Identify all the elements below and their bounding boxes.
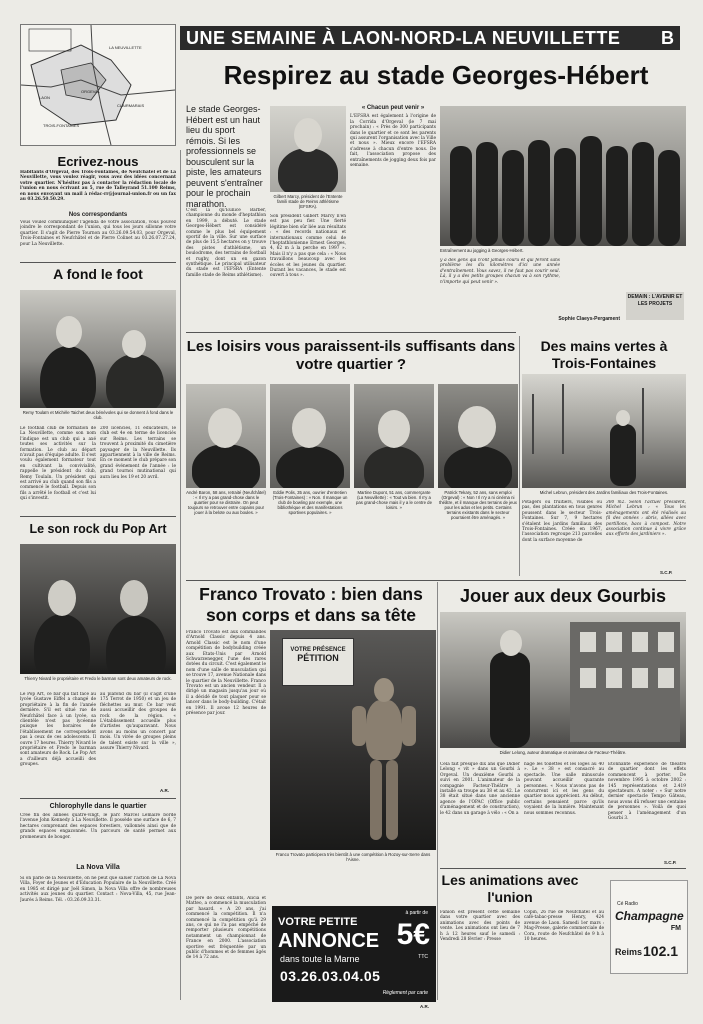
person-photo-4 [438, 384, 518, 488]
map-label: TROIS-FONTAINES [43, 123, 80, 128]
radio-frequency: 102.1 [643, 943, 679, 959]
main-text-4b [562, 258, 622, 298]
main-text-4: y a des gens qui n'ont jamais couru et qui feront sans problème les dix kilomètres d'ici une année d'entraînement. Vous savez, il ne faut pas courir seul. Là, il y a des petits groupes chacun va à son rythme, n'importe qui peut venir ». [440, 258, 560, 285]
ad-line-3: dans toute la Marne [280, 954, 360, 964]
person-photo-3 [354, 384, 434, 488]
gourbis-title: Jouer aux deux Gourbis [459, 586, 667, 606]
rock-caption: Thierry Nivard le propriétaire et Fredo le barman sont deux amateurs de rock. [24, 676, 172, 681]
trovato-signature: A.R. [420, 1004, 429, 1009]
map-label: ORGEVAL [81, 89, 101, 94]
main-signature: Sophie Claeys-Pergament [558, 316, 620, 322]
marcy-caption: Gilbert Marcy, président de l'Entente famili stade de Reims athlétisme (EFSRA). [273, 194, 343, 209]
person-caption-1: André Baron, 58 ans, retraité (Neufchâtel) : « Il n'y a pas grand-chose dans le quartier pour se distraire. On peut toujours se retrouver entre copains pour jouer à la belote ou aux boules. » [186, 490, 266, 515]
radio-fm: FM [670, 925, 681, 932]
mains-title: Des mains vertes à Trois-Fontaines [540, 338, 668, 371]
jardin-photo [522, 374, 686, 488]
ad-line-2: ANNONCE [278, 930, 380, 952]
trovato-text-1: Franco Trovato est aux commandes d'Arnold Classic depuis 4 ans. Arnold Classic est le nom d'une compétition de bodybuilding créée aux Etats-Unis par Arnold Schwarzenegger, l'une des rares dotées du circuit. C'est également le nom d'une salle de musculation qui se trouve 17, avenue Nationale dans le quartier de la Neuvillette. Franco Trovato est un ancien vendeur. Il a dirigé un magasin jusqu'au jour où il a décidé de tout plaquer pour se lancer dans le body-building. C'était en 1991. Il avoue 12 heures de présence par jour. [186, 630, 266, 717]
animations-text-1: Fanion est présent cette semaine dans votre quartier avec des animations avec des points de vente. Les animations ont lieu de 7 h à 12 heures sauf le samedi : Vendredi 28 février : Presse [440, 910, 520, 943]
rock-signature: A.R. [160, 788, 169, 793]
villa-title: La Nova Villa [76, 864, 120, 871]
classified-ad[interactable] [272, 906, 436, 1002]
marcy-photo [270, 106, 346, 192]
trovato-photo [270, 630, 436, 850]
person-photo-1 [186, 384, 266, 488]
radio-city: Reims [615, 947, 643, 957]
rock-text-1: Le Pop Art, ce bar qui fait face au lycée Gustave Eiffel a changé de propriétaire à la fin de l'année dernière. S'il est situé rue de Neufchâtel face à un lycée, sa clientèle n'est pas lycéenne puisque les horaires de l'établissement ne correspondent pas à ceux de ces adolescents. Il ouvre 17 heures. Thierry Nivard le propriétaire et Fredo le barman sont amateurs de Rock. Le Pop Art a d'ailleurs déjà accueilli des groupes. [20, 692, 96, 768]
ecrivez-text: Habitants d'Orgeval, des Trois-Fontaines, de Neufchâtel et de La Neuvillette, vous voulez réagir, vous avez des idées concernant votre quartier. N'hésitez pas à contacter la rédaction locale de l'union en nous écrivant au 5, rue de Talleyrand 51.100 Reims, en nous envoyant un mail à rédac-rr@journal-union.fr ou un fax au 03.26.50.50.29. [20, 170, 176, 203]
ecrivez-title: Ecrivez-nous [57, 154, 139, 169]
main-text-3-top [350, 104, 436, 328]
animations-title: Les animations avec l'union [441, 872, 579, 905]
trovato-caption: Franco Trovato participera très bientôt à une compétition à Rozoy-sur-Serre dans l'Aisne. [275, 852, 431, 862]
rock-photo [20, 544, 176, 674]
chlorophylle-title: Chlorophylle dans le quartier [49, 803, 147, 810]
jardin-caption: Michel Lebrun, président des Jardins familiaux des Trois-Fontaines. [539, 490, 669, 495]
main-subhead: « Chacun peut venir » [361, 105, 425, 111]
radio-tagline: Cé Radio [617, 901, 638, 907]
person-caption-2: Eddie Polis, 35 ans, ouvrier d'entretien (Trois-Fontaines) : « Non. Il manque un club de bowling par exemple, une bibliothèque et des manifestations sportives populaires. » [272, 490, 348, 515]
animations-text-2: Copin, 26 rue de Neufchâtel et au café-tabac-presse Henry, 424 avenue de Laon. Samedi 1er mars : Mag-Presse, galerie commerciale de Cora, route de Neufchâtel de 9 h à 10 heures. [524, 910, 604, 943]
trovato-text-2: De père de deux enfants, Alicia et Matteo, a commencé la musculation par hasard. « A 20 ans, j'ai commencé la compétition. Il n'a commencé la compétition qu'à 29 ans, ce qui ne l'a pas empêché de remporter plusieurs compétitions notamment un championnat de France en 2000. L'association sportive est fréquentée par un public d'hommes et de femmes âgés de 14 à 72 ans. [186, 896, 266, 961]
poster-sub: PÉTITION [297, 653, 339, 663]
person-caption-3: Martine Dupont, 51 ans, commerçante (La Neuvillette) : « Tout va bien. Il n'y a pas grand-chose mais il y a le centre de loisirs. » [356, 490, 432, 510]
ad-price: 5€ [396, 918, 430, 951]
loisirs-title: Les loisirs vous paraissent-ils suffisants dans votre quartier ? [186, 338, 516, 373]
person-photo-2 [270, 384, 350, 488]
rock-title: Le son rock du Pop Art [29, 522, 167, 536]
ad-prefix: à partir de [405, 910, 428, 916]
radio-champagne-logo[interactable] [610, 880, 688, 974]
mains-text-1: Potagers ou fruitiers, visibles ou pas, des plantations en tous genres poussent dans le secteur Trois-Fontaines. Sur 7, 9 hectares s'étalent les jardins familiaux des Trois-Fontaines. Créée en 1967, l'association regroupe 213 parcelles dont la surface moyenne de [522, 500, 602, 543]
foot-photo [20, 290, 176, 408]
ad-price-note: TTC [418, 954, 428, 960]
map-label: LA NEUVILLETTE [109, 45, 142, 50]
mains-signature: S.C.P. [660, 570, 673, 575]
map-thumbnail [20, 24, 176, 146]
main-text-3: L'EFSRA est également à l'origine de la Corrida d'Orgeval (le 7 mai prochain) : « Près de 300 participants dans le quartier et ce sont les parents qui assurent l'organisation avec la Ville et nous ». Mieux encore l'EFSRA s'adresse à chacun d'entre nous. De fait, l'association propose des entraînements de jogging deux fois par semaine. [350, 114, 436, 169]
gourbis-text-2: nagé les toilettes et les loges au 40 ». Le « 38 » est consacré au spectacle. Une salle minuscule pouvant accueillir quarante personnes. « Nous n'avons pas de concurrent ici et les gens du quartier nous apprécient. Au début, certains pensaient parce qu'ils voyaient de la lumière. Maintenant nous sommes reconnus. [524, 762, 604, 816]
radio-name: Champagne [615, 909, 684, 923]
chlorophylle-text: Créé fin des années quatre-vingt, le parc Marcel Lemaire borde l'avenue John Kennedy à La Neuvillette. Il possède une surface de 6, 7 hectares comprenant des espaces forestiers, vallonnés ainsi que de grands espaces engazonnés. Un parcours de santé permet aux promeneurs de bouger. [20, 813, 176, 840]
main-title: Respirez au stade Georges-Hébert [223, 60, 649, 90]
gourbis-signature: S.C.P. [664, 860, 677, 865]
foot-title: A fond le foot [53, 266, 143, 282]
poster-title: VOTRE PRÉSENCE [290, 647, 346, 653]
team-photo [440, 106, 686, 246]
map-label: LAON [39, 95, 50, 100]
foot-text-1: Le football club de formation de La Neuvillette, comme son nom l'indique est un club qui a axé toutes ses activités sur la formation. Le club au départ n'avait pas d'équipe adulte. Il s'est voulu également formateur tout en cultivant la convivialité, rappelle le président du club, Remy Toulaïn. Un président qui est arrivé au club quand son fils a commencé le football. Depuis son fils a arrêté le football et c'est lui qui s'investit. [20, 426, 96, 502]
villa-text: Si on parle de la Neuvillette, on ne peut que saluer l'action de La Nova Villa, Foyer de Jeunes et d'Education Populaire de la Neuvillette. Créé en 1985 et dirigé par Joël Simon, la Nova Villa offre de nombreuses activités aux jeunes du quartier. Contact : Nova-Villa, 45, rue Jean-Jaurès à Reims. Tél. : 03.26.09.33.31. [20, 876, 176, 903]
trovato-title: Franco Trovato : bien dans son corps et dans sa tête [199, 584, 423, 625]
foot-text-2: 200 licenciés, 11 éducateurs, le club est 4e en terme de licenciés sur Reims. Les terrains se trouvent à proximité du cimetière paysager de la Neuvillette. Ils appartiennent à la ville de Reims. En ce moment le club prépare son grand événement de l'année : le grand tournoi mutinational qui aura lieu les 19 et 20 avril. [100, 426, 176, 480]
poster [282, 638, 354, 686]
section-letter: B [661, 28, 674, 48]
person-caption-4: Patrick Tekary, 52 ans, sans emploi (Orgeval) : « Non ! Il n'y a ni cinéma ni théâtre, et il manque des terrains de jeux pour les ados et les petits. Certains terrains existants dans le secteur pourraient être aménagés. » [439, 490, 517, 520]
gourbis-caption: Didier Lelong, auteur dramatique et animateur de Facteur-Théâtre. [499, 750, 627, 755]
correspondants-title: Nos correspondants [68, 212, 128, 218]
demain-box: DEMAIN : L'AVENIR ET LES PROJETS [626, 292, 684, 320]
gourbis-photo [440, 612, 686, 748]
ad-footer: Règlement par carte [382, 990, 428, 996]
ad-phone: 03.26.03.04.05 [280, 968, 381, 984]
gourbis-text-1: Cela fait presque dix ans que Didier Lelong « vit » dans un Gourbi à Orgeval. Un deuxième Gourbi a suivi en 2001. L'animateur de la compagnie Facteur-Théâtre a installé sa troupe au 38 et au 42. Le 38 était situé dans une ancienne agence de l'OPAC (Office public d'aménagement et de construction), le 42 dans un garage à vélo : « On a [440, 762, 520, 816]
rock-text-2: au plafond du bar (il s'agit d'une 175 Terrot de 1950) et un jeu de fléchettes au mur. Ce bar veut aussi accueillir des groupes de rock de la région. « L'établissement accueille plus d'artistes qu'auparavant. Nous avons au moins un concert par mois. Un virée de groupes pleins de talent existe sur la ville », assure Thierry Nivard. [100, 692, 176, 752]
main-intro: Le stade Georges-Hébert est un haut lieu du sport rémois. Si les professionnels se bousculent sur la piste, les amateurs peuvent s'entraîner pour le prochain marathon. [186, 104, 263, 209]
main-text-2: Son président Gilbert Marcy n'en est pas peu fier. Une fierté légitime bien sûr liée aux résultats : « des records nationaux et internationaux comme celui de l'heptathlonienne Ernest Georges, 4, 62 m à la perche en 1997 ». Mais il n'y a pas que cela : « Nous travaillons beaucoup avec les écoles et les jeunes du quartier. Durant les vacances, le stade est ouvert à tous ». [270, 214, 346, 279]
section-banner [180, 26, 680, 50]
banner-title: UNE SEMAINE À LAON-NORD-LA NEUVILLETTE [186, 28, 621, 48]
map-label: CLAIRMARAIS [117, 103, 145, 108]
ad-line-1: VOTRE PETITE [278, 916, 358, 928]
foot-caption: Remy Toulaïn et Michèle Taichet deux bénévoles qui se donnent à fond dans le club. [22, 410, 174, 420]
gourbis-text-3: Étonnante expérience de théâtre de quartier dont les effets commencent à porter. De novembre 1995 à octobre 2002 : 145 représentations et 2.419 spectateurs. A noter : « Sur notre dernier spectacle Tempo Gâteau, nous avons dû refuser une centaine de personnes ». Voilà de quoi penser à l'aménagement d'un Gourbi 3. [608, 762, 686, 822]
mains-text-2: 300 m2. Selon l'actuel président, Michel Lebrun : « Tous les aménagements ont été réalisés au fil des années : abris, allées avec portillons, bacs à compost. Notre association continue à vivre grâce aux efforts des jardiniers ». [606, 500, 686, 538]
team-caption: Entraînement au jogging à Georges-Hébert. [440, 248, 524, 253]
correspondants-text: Vous voulez communiquer l'agenda de votre association, vous pouvez joindre le correspondant de l'union, qui tous les jours sillonne votre quartier. Il s'agit de Pierre Tournon au 03.26.09.54.03, pour Orgeval, Trois-Fontaines et Neufchâtel et de Pierre Colinet au 03.26.07.27.24, pour La Neuvillette. [20, 220, 176, 247]
main-text-1: C'est là qu'Eunice Barber, championne du monde d'heptathlon en 1999, a débuté. Le stade Georges-Hébert est considéré comme le plus bel équipement sportif de la ville. Sur une surface de plus de 15,5 hectares on y trouve des pistes d'athlétisme, un boulodrome, des terrains de football et rugby, dont un en gazon synthétique. Le principal utilisateur du stade est l'EFSRA (Entente famille stade de Reims athlétisme). [186, 208, 266, 278]
